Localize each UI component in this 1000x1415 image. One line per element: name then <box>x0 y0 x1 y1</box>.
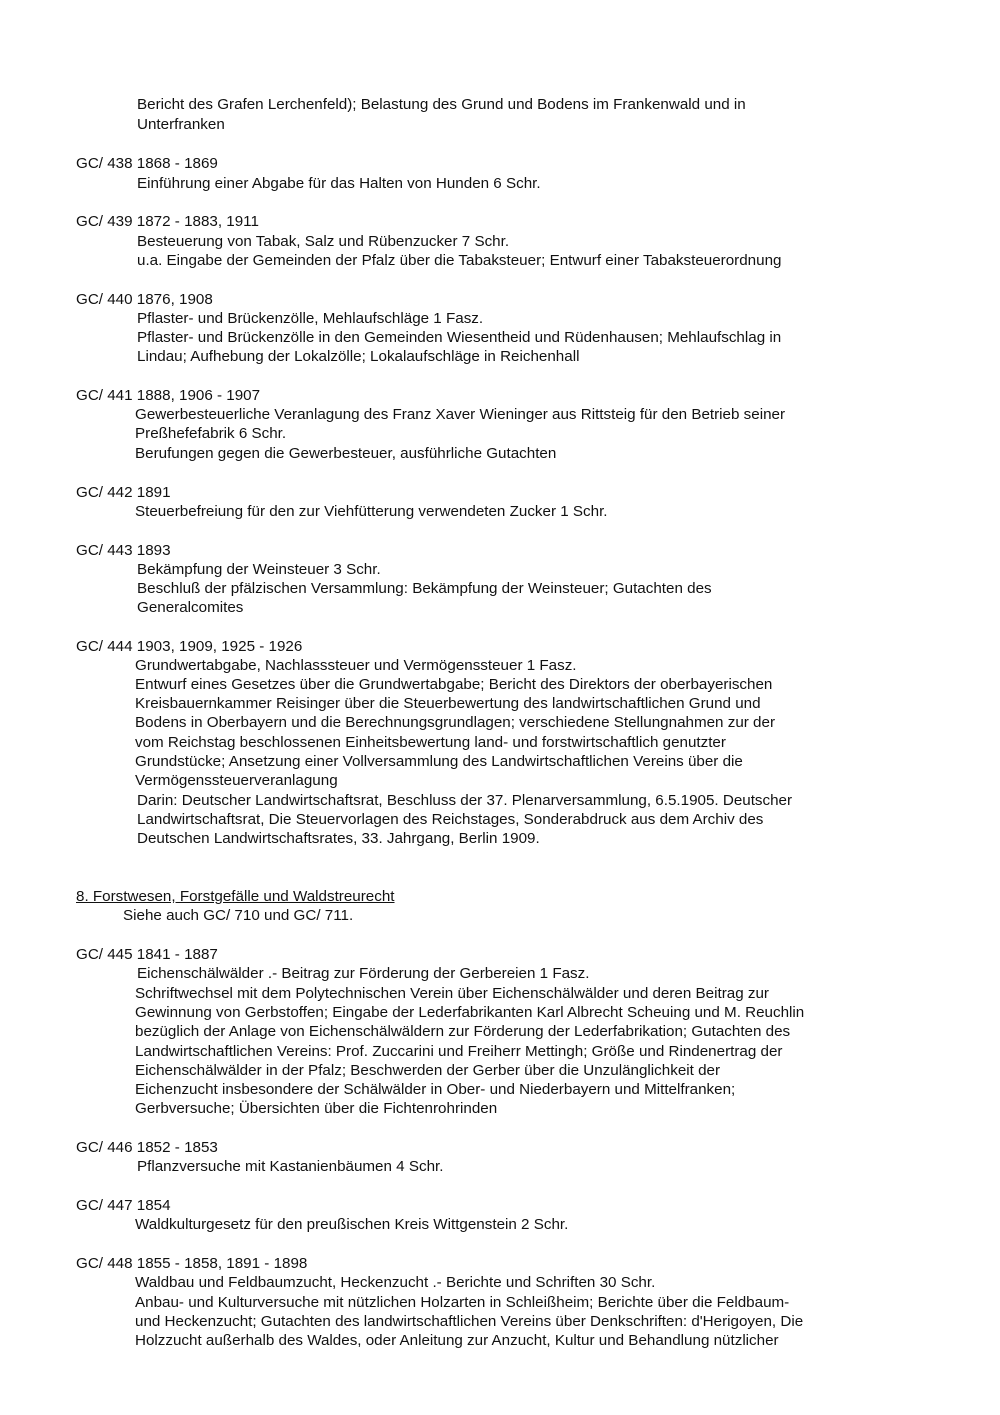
record-header: GC/ 448 1855 - 1858, 1891 - 1898 <box>76 1255 308 1272</box>
record-header: GC/ 447 1854 <box>76 1197 171 1214</box>
text-line: Bericht des Grafen Lerchenfeld); Belastung des Grund und Bodens im Frankenwald und in <box>137 96 746 113</box>
record-title: Pflanzversuche mit Kastanienbäumen 4 Schr. <box>137 1158 444 1175</box>
record-note: Deutschen Landwirtschaftsrates, 33. Jahrgang, Berlin 1909. <box>137 830 540 847</box>
record-description: Anbau- und Kulturversuche mit nützlichen Holzarten in Schleißheim; Berichte über die Feldbaum- <box>135 1294 790 1311</box>
record-description: Pflaster- und Brückenzölle in den Gemeinden Wiesentheid und Rüdenhausen; Mehlaufschlag in <box>137 329 782 346</box>
record-description: Eichenschälwälder in der Pfalz; Beschwerden der Gerber über die Unzulänglichkeit der <box>135 1062 721 1079</box>
record-description: Vermögenssteuerveranlagung <box>135 772 338 789</box>
record-header: GC/ 441 1888, 1906 - 1907 <box>76 387 261 404</box>
record-description: Holzzucht außerhalb des Waldes, oder Anleitung zur Anzucht, Kultur und Behandlung nützlicher <box>135 1332 779 1349</box>
record-description: Generalcomites <box>137 599 244 616</box>
record-title: Waldkulturgesetz für den preußischen Kreis Wittgenstein 2 Schr. <box>135 1216 569 1233</box>
record-description: Gewinnung von Gerbstoffen; Eingabe der Lederfabrikanten Karl Albrecht Scheuing und M. Reuchlin <box>135 1004 805 1021</box>
record-description: Bodens in Oberbayern und die Berechnungsgrundlagen; verschiedene Stellungnahmen zur der <box>135 714 775 731</box>
record-description: Beschluß der pfälzischen Versammlung: Bekämpfung der Weinsteuer; Gutachten des <box>137 580 712 597</box>
section-cross-reference: Siehe auch GC/ 710 und GC/ 711. <box>123 907 354 924</box>
record-title: Waldbau und Feldbaumzucht, Heckenzucht .- Berichte und Schriften 30 Schr. <box>135 1274 656 1291</box>
record-header: GC/ 440 1876, 1908 <box>76 291 213 308</box>
record-description: bezüglich der Anlage von Eichenschälwäldern zur Förderung der Lederfabrikation; Gutachten des <box>135 1023 791 1040</box>
record-note: Darin: Deutscher Landwirtschaftsrat, Beschluss der 37. Plenarversammlung, 6.5.1905. Deutscher <box>137 792 793 809</box>
record-title: Steuerbefreiung für den zur Viehfütterung verwendeten Zucker 1 Schr. <box>135 503 608 520</box>
record-description: Berufungen gegen die Gewerbesteuer, ausführliche Gutachten <box>135 445 557 462</box>
record-header: GC/ 439 1872 - 1883, 1911 <box>76 213 259 230</box>
record-title: Grundwertabgabe, Nachlasssteuer und Vermögenssteuer 1 Fasz. <box>135 657 577 674</box>
record-title: Eichenschälwälder .- Beitrag zur Förderung der Gerbereien 1 Fasz. <box>137 965 590 982</box>
section-heading: 8. Forstwesen, Forstgefälle und Waldstreurecht <box>76 888 395 905</box>
record-note: Landwirtschaftsrat, Die Steuervorlagen des Reichstages, Sonderabdruck aus dem Archiv des <box>137 811 764 828</box>
record-title: Preßhefefabrik 6 Schr. <box>135 425 287 442</box>
record-description: Gerbversuche; Übersichten über die Fichtenrohrinden <box>135 1100 498 1117</box>
record-header: GC/ 445 1841 - 1887 <box>76 946 218 963</box>
record-description: und Heckenzucht; Gutachten des landwirtschaftlichen Vereins über Denkschriften: d'Herigoyen, Die <box>135 1313 804 1330</box>
record-description: Kreisbauernkammer Reisinger über die Steuerbewertung des landwirtschaftlichen Grund und <box>135 695 761 712</box>
record-description: Landwirtschaftlichen Vereins: Prof. Zuccarini und Freiherr Mettingh; Größe und Rindenertrag der <box>135 1043 783 1060</box>
record-description: Entwurf eines Gesetzes über die Grundwertabgabe; Bericht des Direktors der oberbayerischen <box>135 676 773 693</box>
record-description: Grundstücke; Ansetzung einer Vollversammlung des Landwirtschaftlichen Vereins über die <box>135 753 743 770</box>
record-header: GC/ 442 1891 <box>76 484 171 501</box>
record-description: u.a. Eingabe der Gemeinden der Pfalz über die Tabaksteuer; Entwurf einer Tabaksteuerordnung <box>137 252 782 269</box>
record-title: Bekämpfung der Weinsteuer 3 Schr. <box>137 561 381 578</box>
record-header: GC/ 446 1852 - 1853 <box>76 1139 218 1156</box>
record-title: Einführung einer Abgabe für das Halten von Hunden 6 Schr. <box>137 175 541 192</box>
record-title: Gewerbesteuerliche Veranlagung des Franz Xaver Wieninger aus Rittsteig für den Betrieb seiner <box>135 406 786 423</box>
record-header: GC/ 443 1893 <box>76 542 171 559</box>
record-description: vom Reichstag beschlossenen Einheitsbewertung land- und forstwirtschaftlich genutzter <box>135 734 726 751</box>
record-description: Eichenzucht insbesondere der Schälwälder in Ober- und Niederbayern und Mittelfranken; <box>135 1081 736 1098</box>
record-title: Pflaster- und Brückenzölle, Mehlaufschläge 1 Fasz. <box>137 310 484 327</box>
record-description: Lindau; Aufhebung der Lokalzölle; Lokalaufschläge in Reichenhall <box>137 348 580 365</box>
record-header: GC/ 444 1903, 1909, 1925 - 1926 <box>76 638 303 655</box>
text-line: Unterfranken <box>137 116 225 133</box>
record-description: Schriftwechsel mit dem Polytechnischen Verein über Eichenschälwälder und deren Beitrag zur <box>135 985 769 1002</box>
record-header: GC/ 438 1868 - 1869 <box>76 155 218 172</box>
record-title: Besteuerung von Tabak, Salz und Rübenzucker 7 Schr. <box>137 233 510 250</box>
